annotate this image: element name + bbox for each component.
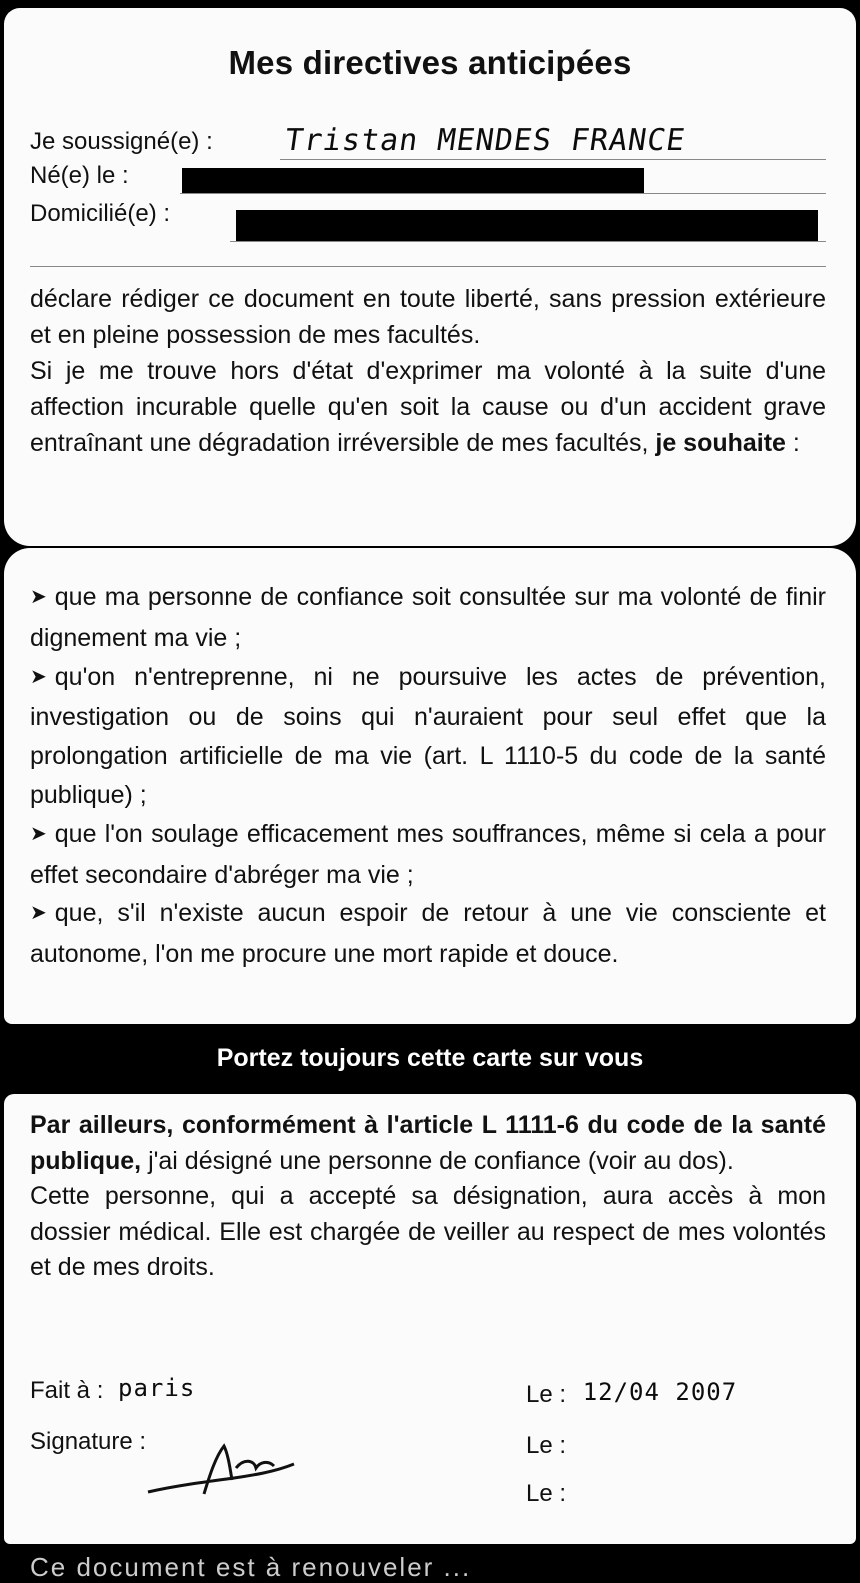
name-label: Je soussigné(e) : bbox=[30, 128, 213, 155]
address-label: Domicilié(e) : bbox=[30, 200, 171, 227]
place-handwritten: paris bbox=[118, 1374, 196, 1402]
trust-intro-bold: Par ailleurs, conformément à l'article L 1111-6 du code bbox=[30, 1111, 685, 1139]
redaction-bar-address bbox=[236, 210, 818, 242]
birth-label: Né(e) le : bbox=[30, 162, 129, 189]
wish-item bbox=[30, 658, 826, 815]
place-label: Fait à : bbox=[30, 1377, 104, 1404]
wish-item bbox=[30, 894, 826, 974]
name-handwritten: Tristan MENDES FRANCE bbox=[282, 123, 688, 158]
date-label-3: Le : bbox=[526, 1480, 567, 1507]
redaction-bar-birth bbox=[182, 168, 644, 194]
carry-card-banner: Portez toujours cette carte sur vous bbox=[216, 1044, 644, 1072]
declaration-text: déclare rédiger ce document en toute liberté, sans pression extérieure et en pleine possession de mes facultés. bbox=[30, 285, 826, 349]
card-title: Mes directives anticipées bbox=[228, 44, 632, 81]
wishes-list bbox=[30, 578, 826, 974]
wish-heading: je souhaite bbox=[655, 429, 786, 457]
wish-text: qu'on n'entreprenne, ni ne poursuive les actes de prévention, investigation ou de soins qui n'auraient pour seul effet que la prolongation artificielle de ma vie (art. L 1110-5 du code de la santé publique) ; bbox=[30, 662, 826, 809]
wish-item bbox=[30, 815, 826, 895]
declaration-block bbox=[30, 281, 826, 461]
date-handwritten-1: 12/04 2007 bbox=[582, 1378, 738, 1406]
card-wishes-panel bbox=[4, 548, 856, 1024]
arrow-bullet-icon: ➤ bbox=[30, 665, 47, 688]
birth-line bbox=[180, 193, 826, 194]
wish-text: que l'on soulage efficacement mes souffrances, même si cela a pour effet secondaire d'abréger ma vie ; bbox=[30, 819, 826, 889]
wish-item bbox=[30, 578, 826, 658]
wish-text: que, s'il n'existe aucun espoir de retour à une vie consciente et autonome, l'on me procure une mort rapide et douce. bbox=[30, 899, 826, 969]
date-label-2: Le : bbox=[526, 1432, 567, 1459]
wish-text: que ma personne de confiance soit consultée sur ma volonté de finir dignement ma vie ; bbox=[30, 583, 826, 652]
address-field bbox=[30, 198, 826, 232]
wish-colon: : bbox=[792, 429, 800, 457]
trust-code-bold: de la santé publique, bbox=[30, 1111, 826, 1175]
card-trust-panel bbox=[4, 1094, 856, 1544]
arrow-bullet-icon: ➤ bbox=[30, 586, 47, 608]
date-label-1: Le : bbox=[526, 1381, 567, 1408]
address-line-2 bbox=[30, 266, 826, 267]
arrow-bullet-icon: ➤ bbox=[30, 822, 47, 845]
arrow-bullet-icon: ➤ bbox=[30, 902, 47, 925]
card-top-panel bbox=[4, 8, 856, 546]
footer-partial-text: Ce document est à renouveler ... bbox=[30, 1552, 472, 1582]
trust-designation-text: j'ai désigné une personne de confiance (voir au dos). bbox=[148, 1146, 734, 1175]
trust-role-text: Cette personne, qui a accepté sa désignation, aura accès à mon dossier médical. Elle est chargée de veiller au respect de mes volontés et de mes droits. bbox=[30, 1182, 826, 1281]
condition-paragraph bbox=[30, 353, 826, 461]
trust-paragraph bbox=[30, 1108, 826, 1179]
date-row-1 bbox=[526, 1380, 737, 1409]
handwritten-signature-icon bbox=[144, 1434, 304, 1504]
signature-label: Signature : bbox=[30, 1428, 147, 1455]
birth-field bbox=[30, 160, 826, 194]
address-line bbox=[230, 241, 826, 242]
condition-text: Si je me trouve hors d'état d'exprimer ma volonté à la suite d'une affection incurable quelle qu'en soit la cause ou d'un accident grave entraînant une dégradation irréversible de mes facultés, bbox=[30, 357, 826, 457]
trust-block bbox=[30, 1108, 826, 1286]
place-row bbox=[30, 1376, 195, 1405]
name-field bbox=[30, 123, 826, 160]
